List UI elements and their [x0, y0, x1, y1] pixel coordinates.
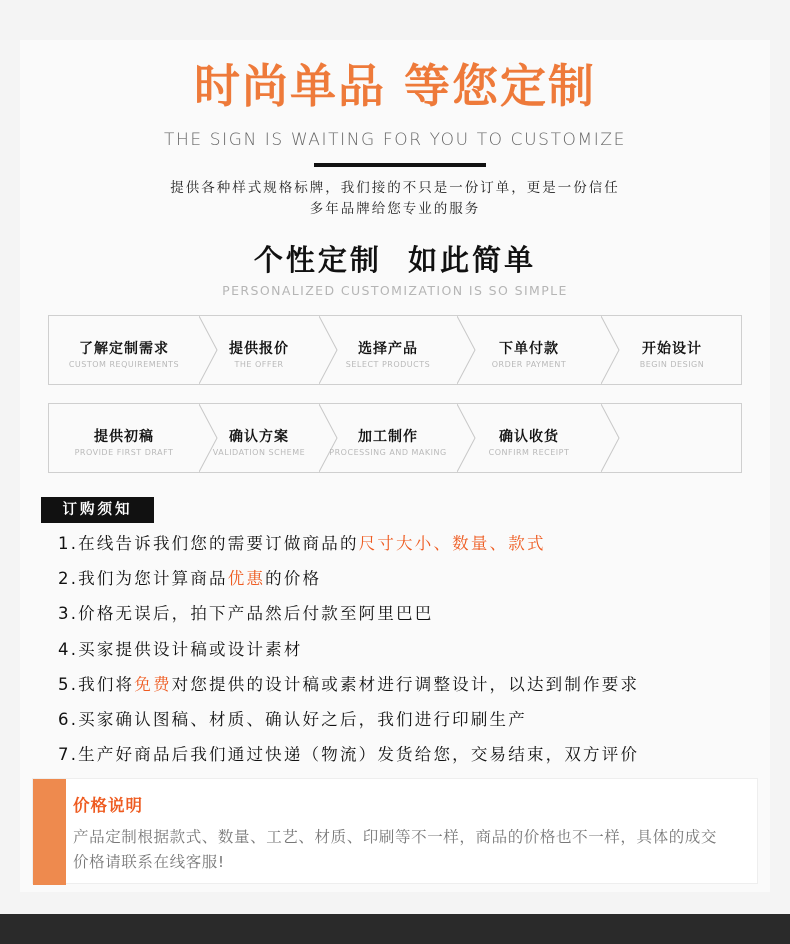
step-confirm-receipt — [457, 404, 601, 472]
step-label: 提供报价 — [229, 341, 289, 357]
step-label: 提供初稿 — [94, 429, 154, 445]
notice-rules-list — [58, 530, 758, 776]
step-custom-requirements — [49, 316, 199, 384]
step-label-en: CUSTOM REQUIREMENTS — [68, 360, 180, 369]
step-label: 了解定制需求 — [79, 341, 169, 357]
step-label: 选择产品 — [358, 341, 418, 357]
price-accent-stripe — [33, 779, 66, 885]
step-label: 确认方案 — [229, 429, 289, 445]
step-processing-and-making — [319, 404, 457, 472]
price-note-title: 价格说明 — [73, 796, 143, 815]
step-label-en: CONFIRM RECEIPT — [488, 448, 570, 457]
process-subtitle: PERSONALIZED CUSTOMIZATION IS SO SIMPLE — [222, 283, 568, 298]
notice-badge: 订购须知 — [41, 497, 154, 523]
step-begin-design — [601, 316, 743, 384]
step-label-en: VALIDATION SCHEME — [212, 448, 306, 457]
price-note-text: 产品定制根据款式、数量、工艺、材质、印刷等不一样，商品的价格也不一样，具体的成交价格请联系在线客服! — [73, 828, 718, 871]
step-label: 确认收货 — [499, 429, 559, 445]
bottom-bar — [0, 914, 790, 944]
list-item: 4.买家提供设计稿或设计素材 — [58, 639, 303, 659]
step-label-en: SELECT PRODUCTS — [345, 360, 431, 369]
step-validation-scheme — [199, 404, 319, 472]
step-label-en: PROCESSING AND MAKING — [329, 448, 447, 457]
step-label-en: PROVIDE FIRST DRAFT — [74, 448, 174, 457]
intro-line-2: 多年品牌给您专业的服务 — [309, 201, 481, 217]
step-the-offer — [199, 316, 319, 384]
list-item: 6.买家确认图稿、材质、确认好之后，我们进行印刷生产 — [58, 709, 527, 729]
chevron-right-icon — [601, 404, 623, 472]
price-note-box — [32, 778, 758, 884]
step-label: 开始设计 — [642, 341, 702, 357]
title-underline — [314, 163, 486, 167]
list-item: 5.我们将免费对您提供的设计稿或素材进行调整设计，以达到制作要求 — [58, 674, 640, 694]
step-label: 下单付款 — [499, 341, 559, 357]
process-title: 个性定制 如此简单 — [253, 243, 537, 277]
process-row-2 — [48, 403, 742, 473]
step-provide-first-draft — [49, 404, 199, 472]
step-order-payment — [457, 316, 601, 384]
hero-subtitle: THE SIGN IS WAITING FOR YOU TO CUSTOMIZE — [164, 130, 626, 150]
step-label-en: ORDER PAYMENT — [491, 360, 567, 369]
step-label-en: THE OFFER — [234, 360, 284, 369]
list-item: 2.我们为您计算商品优惠的价格 — [58, 569, 322, 589]
intro-line-1: 提供各种样式规格标牌，我们接的不只是一份订单，更是一份信任 — [170, 180, 620, 196]
step-select-products — [319, 316, 457, 384]
list-item: 1.在线告诉我们您的需要订做商品的尺寸大小、数量、款式 — [58, 534, 546, 553]
step-label: 加工制作 — [358, 429, 418, 445]
intro-text — [0, 178, 790, 220]
hero-title: 时尚单品 等您定制 — [193, 59, 596, 113]
process-row-1 — [48, 315, 742, 385]
list-item: 3.价格无误后，拍下产品然后付款至阿里巴巴 — [58, 604, 434, 624]
list-item: 7.生产好商品后我们通过快递（物流）发货给您，交易结束，双方评价 — [58, 745, 640, 765]
step-label-en: BEGIN DESIGN — [639, 360, 705, 369]
